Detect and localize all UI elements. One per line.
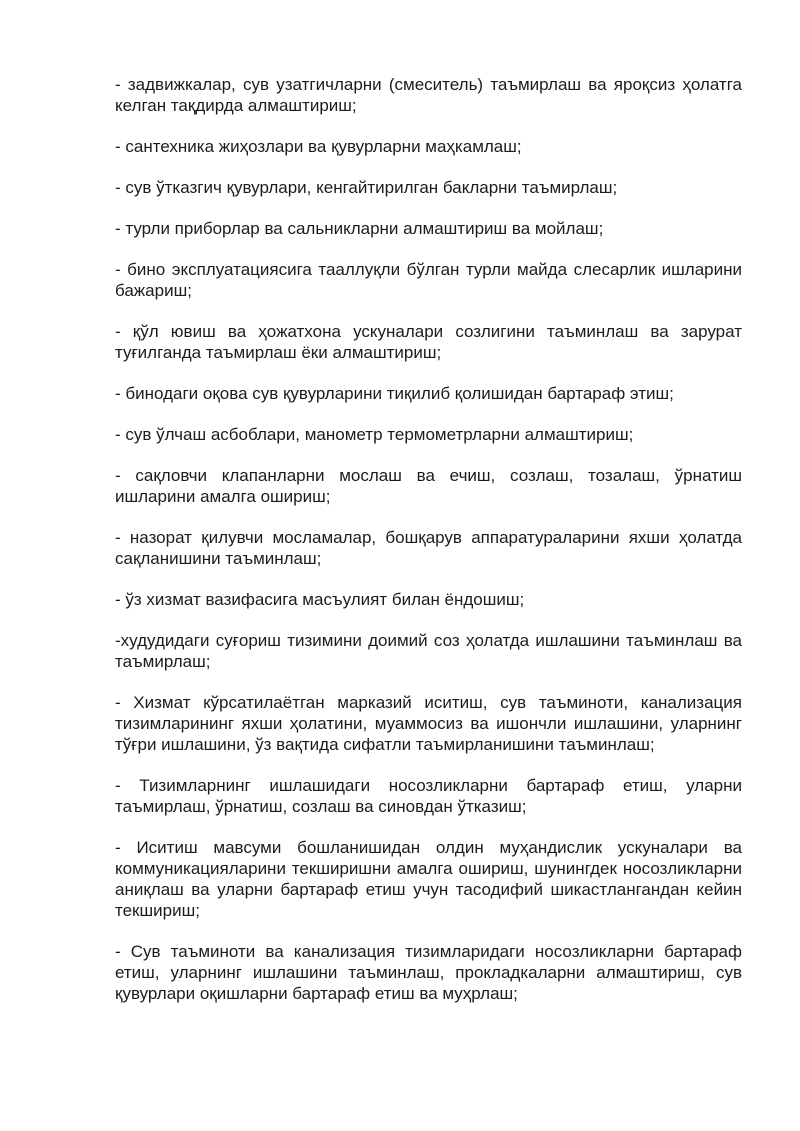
list-item: - сантехника жиҳозлари ва қувурларни маҳкамлаш;	[115, 137, 522, 156]
list-item: - сув ўлчаш асбоблари, манометр термометрларни алмаштириш;	[115, 425, 634, 444]
document-body	[115, 74, 742, 1024]
list-item: - қўл ювиш ва ҳожатхона ускуналари созлигини таъминлаш ва зарурат туғилганда таъмирлаш ёки алмаштириш;	[115, 322, 742, 362]
list-item: - Сув таъминоти ва канализация тизимларидаги носозликларни бартараф етиш, уларнинг ишлашини таъминлаш, прокладкаларни алмаштириш, сув қувурлари оқишларни бартараф етиш ва муҳрлаш;	[115, 942, 742, 1003]
list-item: - бинодаги оқова сув қувурларини тиқилиб қолишидан бартараф этиш;	[115, 384, 674, 403]
list-item: - ўз хизмат вазифасига масъулият билан ёндошиш;	[115, 590, 525, 609]
list-item: - бино эксплуатациясига тааллуқли бўлган турли майда слесарлик ишларини бажариш;	[115, 260, 742, 300]
list-item: - сақловчи клапанларни мослаш ва ечиш, созлаш, тозалаш, ўрнатиш ишларини амалга ошириш;	[115, 466, 742, 506]
list-item: - назорат қилувчи мосламалар, бошқарув аппаратураларини яхши ҳолатда сақланишини таъминлаш;	[115, 528, 742, 568]
list-item: - сув ўтказгич қувурлари, кенгайтирилган бакларни таъмирлаш;	[115, 178, 618, 197]
list-item: - задвижкалар, сув узатгичларни (смеситель) таъмирлаш ва яроқсиз ҳолатга келган тақдирда алмаштириш;	[115, 75, 742, 115]
list-item: -худудидаги суғориш тизимини доимий соз ҳолатда ишлашини таъминлаш ва таъмирлаш;	[115, 631, 742, 671]
list-item: - Хизмат кўрсатилаётган марказий иситиш, сув таъминоти, канализация тизимларининг яхши ҳолатини, муаммосиз ва ишончли ишлашини, уларнинг тўғри ишлашини, ўз вақтида сифатли таъмирланишини таъминлаш;	[115, 693, 742, 754]
list-item: - Тизимларнинг ишлашидаги носозликларни бартараф етиш, уларни таъмирлаш, ўрнатиш, созлаш ва синовдан ўтказиш;	[115, 776, 742, 816]
list-item: - турли приборлар ва сальникларни алмаштириш ва мойлаш;	[115, 219, 604, 238]
list-item: - Иситиш мавсуми бошланишидан олдин муҳандислик ускуналари ва коммуникацияларини текширишни амалга ошириш, шунингдек носозликларни аниқлаш ва уларни бартараф етиш учун тасодифий шикастлангандан кейин текшириш;	[115, 838, 742, 920]
